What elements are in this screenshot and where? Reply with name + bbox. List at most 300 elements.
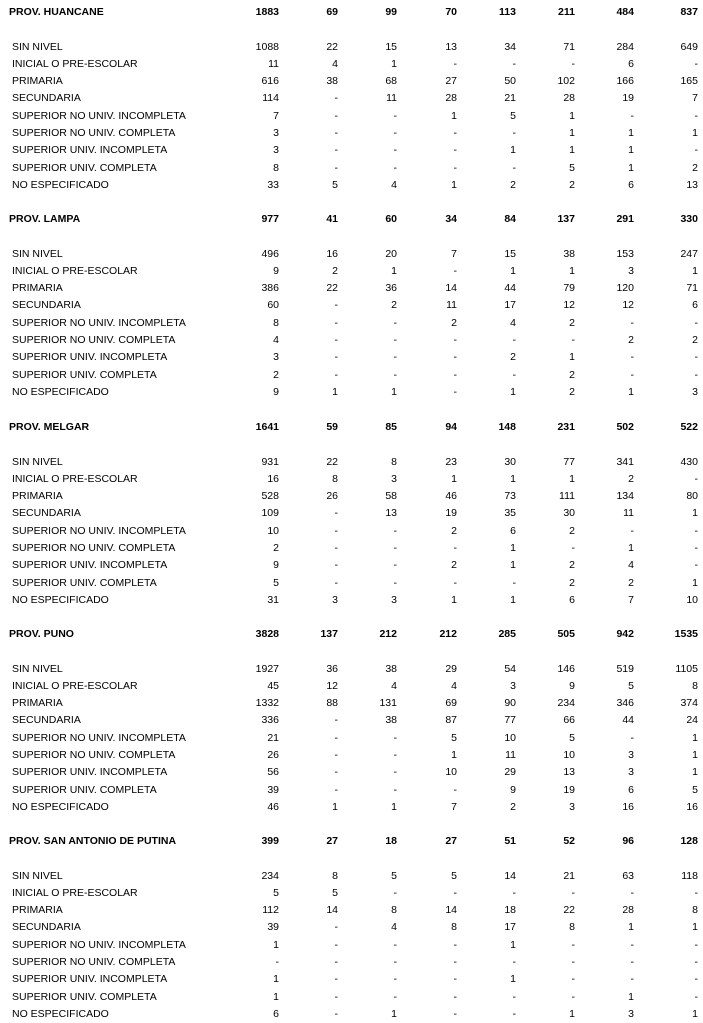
value-cell: 114	[262, 92, 279, 105]
value-cell: 341	[616, 455, 634, 468]
value-cell: 11	[505, 749, 516, 761]
value-cell: 63	[622, 869, 634, 882]
value-cell: 1	[628, 127, 634, 139]
table-row	[0, 695, 703, 711]
table-row	[0, 488, 703, 504]
value-cell: 34	[504, 40, 516, 53]
value-cell: 17	[504, 921, 516, 934]
category-label: SECUNDARIA	[12, 507, 81, 520]
province-name: PROV. MELGAR	[9, 421, 90, 433]
value-cell: 7	[628, 593, 634, 606]
province-total-cell: 60	[385, 213, 397, 225]
value-cell: -	[393, 334, 397, 346]
value-cell: 2	[692, 161, 698, 174]
province-total-cell: 291	[616, 213, 634, 225]
value-cell: 1332	[255, 697, 279, 710]
value-cell: 1	[391, 264, 397, 277]
value-cell: 3	[628, 264, 634, 277]
value-cell: 1	[692, 731, 698, 744]
value-cell: 27	[445, 75, 457, 88]
table-row	[0, 142, 703, 158]
province-total-cell: 977	[261, 213, 279, 225]
table-row	[0, 246, 703, 262]
value-cell: 234	[261, 869, 279, 882]
value-cell: 38	[385, 714, 397, 727]
value-cell: -	[694, 990, 698, 1003]
value-cell: 7	[451, 800, 457, 813]
category-label: SIN NIVEL	[12, 247, 63, 260]
value-cell: 120	[616, 282, 634, 295]
value-cell: 1	[628, 161, 634, 174]
province-name: PROV. SAN ANTONIO DE PUTINA	[9, 835, 177, 847]
category-label: SECUNDARIA	[12, 921, 81, 934]
value-cell: 1	[391, 800, 397, 813]
value-cell: 16	[267, 472, 279, 485]
value-cell: 8	[692, 679, 698, 692]
value-cell: -	[393, 938, 397, 951]
value-cell: 1	[510, 593, 516, 606]
province-total-cell: 212	[379, 628, 397, 640]
value-cell: 496	[261, 247, 279, 260]
value-cell: -	[694, 368, 698, 381]
value-cell: 4	[391, 921, 397, 934]
category-label: SIN NIVEL	[12, 869, 63, 882]
value-cell: 10	[504, 731, 516, 744]
value-cell: 10	[563, 749, 575, 761]
value-cell: -	[694, 559, 698, 572]
value-cell: -	[334, 316, 338, 329]
table-row	[0, 868, 703, 884]
value-cell: 5	[332, 886, 338, 899]
table-row	[0, 954, 703, 970]
value-cell: 38	[326, 75, 338, 88]
table-row	[0, 39, 703, 55]
province-header-row	[0, 833, 703, 849]
value-cell: 146	[557, 662, 575, 675]
value-cell: 2	[569, 576, 575, 589]
table-row	[0, 747, 703, 763]
value-cell: 2	[510, 800, 516, 813]
category-label: PRIMARIA	[12, 490, 63, 503]
province-total-cell: 330	[680, 213, 698, 225]
value-cell: -	[694, 316, 698, 329]
value-cell: -	[630, 109, 634, 122]
value-cell: 1	[510, 973, 516, 986]
value-cell: 66	[563, 714, 575, 727]
value-cell: 58	[385, 490, 397, 503]
value-cell: -	[393, 886, 397, 899]
province-header-row	[0, 419, 703, 435]
value-cell: 102	[557, 75, 575, 88]
value-cell: 5	[332, 178, 338, 191]
table-row	[0, 454, 703, 470]
value-cell: 1	[569, 1007, 575, 1020]
value-cell: -	[453, 127, 457, 139]
category-label: SUPERIOR UNIV. INCOMPLETA	[12, 559, 168, 572]
value-cell: 1	[510, 559, 516, 572]
value-cell: 38	[563, 247, 575, 260]
value-cell: -	[694, 542, 698, 554]
category-label: SUPERIOR NO UNIV. INCOMPLETA	[12, 938, 186, 951]
value-cell: 21	[267, 731, 279, 744]
value-cell: -	[393, 127, 397, 139]
value-cell: 3	[628, 766, 634, 779]
value-cell: -	[334, 109, 338, 122]
value-cell: 2	[628, 334, 634, 346]
value-cell: 5	[569, 161, 575, 174]
value-cell: 1	[569, 351, 575, 364]
table-row	[0, 557, 703, 573]
value-cell: 166	[616, 75, 634, 88]
value-cell: 1	[569, 472, 575, 485]
value-cell: -	[334, 351, 338, 364]
category-label: PRIMARIA	[12, 697, 63, 710]
table-row	[0, 1006, 703, 1022]
value-cell: 1	[569, 127, 575, 139]
table-row	[0, 971, 703, 987]
category-label: PRIMARIA	[12, 282, 63, 295]
province-total-cell: 285	[498, 628, 516, 640]
value-cell: 38	[385, 662, 397, 675]
category-label: INICIAL O PRE-ESCOLAR	[12, 264, 138, 277]
value-cell: 1	[273, 973, 279, 986]
value-cell: 931	[261, 455, 279, 468]
value-cell: 1	[510, 264, 516, 277]
table-row	[0, 367, 703, 383]
value-cell: 1	[692, 127, 698, 139]
value-cell: -	[334, 783, 338, 796]
value-cell: -	[393, 542, 397, 554]
value-cell: 1	[692, 507, 698, 520]
value-cell: 5	[451, 869, 457, 882]
value-cell: -	[694, 938, 698, 951]
value-cell: 50	[504, 75, 516, 88]
value-cell: 649	[680, 40, 698, 53]
value-cell: -	[334, 956, 338, 968]
table-row	[0, 592, 703, 608]
value-cell: -	[334, 559, 338, 572]
value-cell: 4	[391, 178, 397, 191]
value-cell: 346	[616, 697, 634, 710]
value-cell: 7	[273, 109, 279, 122]
value-cell: -	[571, 57, 575, 70]
province-total-cell: 41	[326, 213, 338, 225]
value-cell: -	[694, 886, 698, 899]
value-cell: 3	[273, 127, 279, 139]
value-cell: 16	[686, 800, 698, 813]
value-cell: -	[393, 368, 397, 381]
value-cell: 3	[569, 800, 575, 813]
table-row	[0, 56, 703, 72]
value-cell: 1	[692, 1007, 698, 1020]
value-cell: 22	[326, 282, 338, 295]
value-cell: -	[694, 956, 698, 968]
table-row	[0, 989, 703, 1005]
value-cell: 386	[261, 282, 279, 295]
value-cell: -	[334, 92, 338, 105]
value-cell: 2	[510, 178, 516, 191]
value-cell: -	[512, 886, 516, 899]
value-cell: -	[393, 109, 397, 122]
value-cell: 134	[616, 490, 634, 503]
value-cell: 374	[680, 697, 698, 710]
value-cell: -	[512, 127, 516, 139]
table-row	[0, 937, 703, 953]
value-cell: -	[393, 731, 397, 744]
value-cell: 2	[510, 351, 516, 364]
province-total-cell: 522	[680, 421, 698, 433]
value-cell: 5	[451, 731, 457, 744]
value-cell: 1	[451, 593, 457, 606]
value-cell: 16	[326, 247, 338, 260]
value-cell: 3	[628, 749, 634, 761]
value-cell: 2	[569, 178, 575, 191]
value-cell: 35	[504, 507, 516, 520]
category-label: SUPERIOR NO UNIV. COMPLETA	[12, 542, 176, 554]
province-total-cell: 148	[498, 421, 516, 433]
value-cell: 1	[628, 921, 634, 934]
category-label: SUPERIOR UNIV. COMPLETA	[12, 783, 157, 796]
value-cell: 2	[273, 542, 279, 554]
value-cell: 33	[267, 178, 279, 191]
category-label: NO ESPECIFICADO	[12, 178, 109, 191]
value-cell: 12	[563, 299, 575, 312]
value-cell: -	[630, 368, 634, 381]
value-cell: 28	[563, 92, 575, 105]
value-cell: -	[453, 973, 457, 986]
value-cell: 90	[504, 697, 516, 710]
value-cell: 1	[273, 990, 279, 1003]
value-cell: 77	[563, 455, 575, 468]
value-cell: -	[571, 956, 575, 968]
value-cell: 6	[510, 524, 516, 537]
value-cell: 3	[391, 472, 397, 485]
province-header-row	[0, 4, 703, 20]
value-cell: -	[453, 783, 457, 796]
province-total-cell: 27	[326, 835, 338, 847]
value-cell: -	[393, 749, 397, 761]
province-total-cell: 94	[445, 421, 457, 433]
value-cell: -	[334, 368, 338, 381]
value-cell: -	[453, 57, 457, 70]
table-row	[0, 349, 703, 365]
value-cell: 109	[261, 507, 279, 520]
value-cell: -	[334, 731, 338, 744]
value-cell: -	[334, 576, 338, 589]
value-cell: 2	[451, 316, 457, 329]
value-cell: -	[512, 576, 516, 589]
value-cell: 10	[445, 766, 457, 779]
value-cell: 6	[628, 57, 634, 70]
value-cell: -	[630, 886, 634, 899]
category-label: NO ESPECIFICADO	[12, 1007, 109, 1020]
value-cell: -	[512, 57, 516, 70]
value-cell: -	[334, 524, 338, 537]
table-row	[0, 108, 703, 124]
value-cell: -	[334, 161, 338, 174]
value-cell: 28	[445, 92, 457, 105]
province-name: PROV. LAMPA	[9, 213, 81, 225]
value-cell: -	[512, 368, 516, 381]
table-row	[0, 280, 703, 296]
value-cell: 46	[445, 490, 457, 503]
value-cell: -	[571, 938, 575, 951]
value-cell: 1	[391, 385, 397, 398]
value-cell: -	[694, 524, 698, 537]
province-total-cell: 3828	[255, 628, 279, 640]
value-cell: -	[393, 766, 397, 779]
category-label: SUPERIOR NO UNIV. INCOMPLETA	[12, 524, 186, 537]
value-cell: -	[393, 351, 397, 364]
category-label: SUPERIOR UNIV. COMPLETA	[12, 576, 157, 589]
value-cell: -	[334, 127, 338, 139]
value-cell: 15	[504, 247, 516, 260]
value-cell: -	[393, 990, 397, 1003]
value-cell: -	[630, 524, 634, 537]
province-total-cell: 211	[558, 6, 575, 18]
province-total-cell: 137	[557, 213, 575, 225]
province-total-cell: 18	[385, 835, 397, 847]
value-cell: 2	[569, 385, 575, 398]
value-cell: -	[393, 973, 397, 986]
category-label: INICIAL O PRE-ESCOLAR	[12, 472, 138, 485]
value-cell: 11	[386, 92, 397, 105]
value-cell: 23	[445, 455, 457, 468]
value-cell: 4	[451, 679, 457, 692]
value-cell: 14	[445, 282, 457, 295]
value-cell: 80	[686, 490, 698, 503]
table-row	[0, 575, 703, 591]
category-label: SUPERIOR UNIV. COMPLETA	[12, 161, 157, 174]
province-total-cell: 399	[261, 835, 279, 847]
value-cell: 3	[273, 351, 279, 364]
value-cell: 17	[504, 299, 516, 312]
category-label: SUPERIOR UNIV. INCOMPLETA	[12, 766, 168, 779]
value-cell: -	[630, 316, 634, 329]
value-cell: -	[512, 990, 516, 1003]
value-cell: 44	[622, 714, 634, 727]
table-row	[0, 885, 703, 901]
value-cell: 6	[628, 783, 634, 796]
table-row	[0, 919, 703, 935]
value-cell: 3	[391, 593, 397, 606]
value-cell: -	[453, 938, 457, 951]
value-cell: -	[512, 334, 516, 346]
value-cell: 44	[504, 282, 516, 295]
value-cell: 1	[451, 109, 457, 122]
category-label: SUPERIOR UNIV. INCOMPLETA	[12, 351, 168, 364]
value-cell: 36	[326, 662, 338, 675]
value-cell: -	[571, 990, 575, 1003]
category-label: SUPERIOR UNIV. COMPLETA	[12, 990, 157, 1003]
category-label: PRIMARIA	[12, 904, 63, 917]
value-cell: -	[393, 956, 397, 968]
value-cell: 1105	[675, 662, 698, 675]
value-cell: -	[453, 351, 457, 364]
value-cell: 1088	[255, 40, 279, 53]
table-row	[0, 764, 703, 780]
province-total-cell: 128	[680, 835, 698, 847]
value-cell: -	[393, 144, 397, 157]
table-row	[0, 263, 703, 279]
value-cell: 1	[692, 576, 698, 589]
value-cell: 29	[445, 662, 457, 675]
value-cell: 519	[616, 662, 634, 675]
value-cell: 1	[569, 144, 575, 157]
value-cell: 36	[385, 282, 397, 295]
category-label: SECUNDARIA	[12, 92, 81, 105]
value-cell: -	[453, 990, 457, 1003]
value-cell: 2	[569, 316, 575, 329]
value-cell: 2	[628, 472, 634, 485]
value-cell: 430	[680, 455, 698, 468]
value-cell: 11	[446, 299, 457, 312]
value-cell: -	[334, 1007, 338, 1020]
value-cell: -	[571, 886, 575, 899]
value-cell: -	[453, 956, 457, 968]
value-cell: 9	[510, 783, 516, 796]
province-total-cell: 212	[439, 628, 457, 640]
value-cell: 1	[332, 385, 338, 398]
value-cell: 1	[451, 472, 457, 485]
value-cell: 165	[680, 75, 698, 88]
value-cell: 71	[686, 282, 698, 295]
value-cell: 9	[273, 385, 279, 398]
value-cell: -	[453, 542, 457, 554]
province-header-row	[0, 626, 703, 642]
value-cell: 15	[385, 40, 397, 53]
table-row	[0, 297, 703, 313]
table-row	[0, 332, 703, 348]
table-row	[0, 471, 703, 487]
value-cell: 6	[692, 299, 698, 312]
value-cell: -	[694, 57, 698, 70]
category-label: NO ESPECIFICADO	[12, 385, 109, 398]
value-cell: 6	[569, 593, 575, 606]
table-row	[0, 540, 703, 556]
value-cell: 29	[504, 766, 516, 779]
value-cell: 54	[504, 662, 516, 675]
value-cell: 3	[332, 593, 338, 606]
value-cell: -	[453, 161, 457, 174]
value-cell: 79	[563, 282, 575, 295]
value-cell: -	[453, 385, 457, 398]
value-cell: -	[334, 714, 338, 727]
category-label: SIN NIVEL	[12, 455, 63, 468]
category-label: SUPERIOR NO UNIV. COMPLETA	[12, 749, 176, 761]
value-cell: 8	[273, 316, 279, 329]
value-cell: 112	[262, 904, 279, 917]
value-cell: 10	[686, 593, 698, 606]
category-label: SUPERIOR UNIV. COMPLETA	[12, 368, 157, 381]
value-cell: 4	[332, 57, 338, 70]
value-cell: -	[453, 886, 457, 899]
value-cell: 19	[563, 783, 575, 796]
value-cell: 9	[273, 264, 279, 277]
value-cell: 19	[445, 507, 457, 520]
value-cell: -	[275, 956, 279, 968]
value-cell: 2	[569, 524, 575, 537]
value-cell: 2	[628, 576, 634, 589]
value-cell: -	[393, 316, 397, 329]
table-row	[0, 177, 703, 193]
value-cell: 12	[326, 679, 338, 692]
value-cell: 20	[385, 247, 397, 260]
value-cell: -	[630, 938, 634, 951]
value-cell: 7	[692, 92, 698, 105]
value-cell: 73	[504, 490, 516, 503]
value-cell: -	[694, 351, 698, 364]
